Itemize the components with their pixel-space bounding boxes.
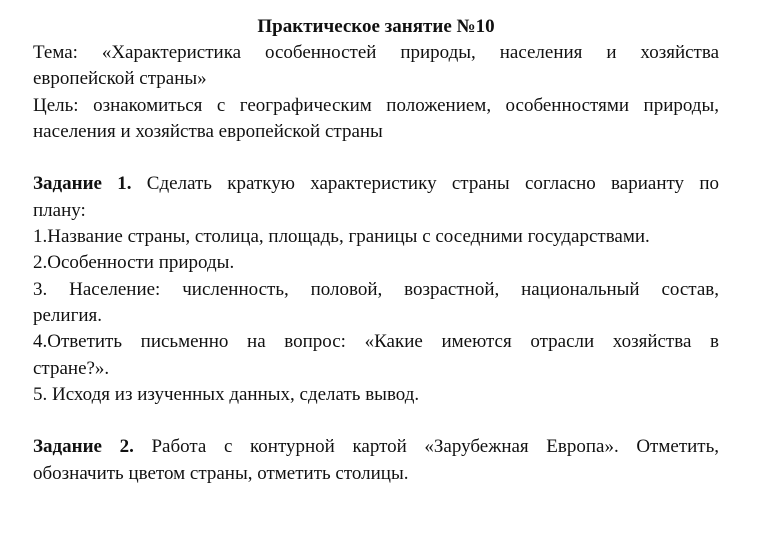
task1-item-4-line-2: стране?». [33, 357, 110, 379]
task1-intro-line-2: плану: [33, 199, 86, 221]
document-title: Практическое занятие №10 [257, 16, 495, 37]
task1-intro-line-1 [33, 171, 719, 197]
spacer [33, 145, 719, 171]
task1-item-5: 5. Исходя из изученных данных, сделать вывод. [33, 383, 420, 405]
task2-intro-line-1 [33, 434, 719, 460]
task1-item-4-line-1: 4.Ответить письменно на вопрос: «Какие имеются отрасли хозяйства в [33, 331, 719, 353]
task2-label: Задание 2. [33, 436, 134, 458]
task1-intro-text: Сделать краткую характеристику страны согласно варианту по [131, 173, 719, 195]
task1-label: Задание 1. [33, 173, 132, 195]
topic-line-1: Тема: «Характеристика особенностей природы, населения и хозяйства [33, 42, 719, 63]
spacer [33, 408, 719, 434]
task2-intro-line-2: обозначить цветом страны, отметить столицы. [33, 462, 409, 484]
task1-item-3-line-2: религия. [33, 304, 103, 326]
goal-line-1: Цель: ознакомиться с географическим положением, особенностями природы, [33, 94, 719, 116]
topic-line-2: европейской страны» [33, 68, 207, 90]
task1-item-2: 2.Особенности природы. [33, 252, 235, 274]
task2-intro-text: Работа с контурной картой «Зарубежная Европа». Отметить, [133, 436, 720, 458]
task1-item-3-line-1: 3. Население: численность, половой, возрастной, национальный состав, [33, 278, 719, 300]
document-page [33, 14, 719, 487]
goal-line-2: населения и хозяйства европейской страны [33, 120, 383, 142]
task1-item-1: 1.Название страны, столица, площадь, границы с соседними государствами. [33, 226, 650, 248]
